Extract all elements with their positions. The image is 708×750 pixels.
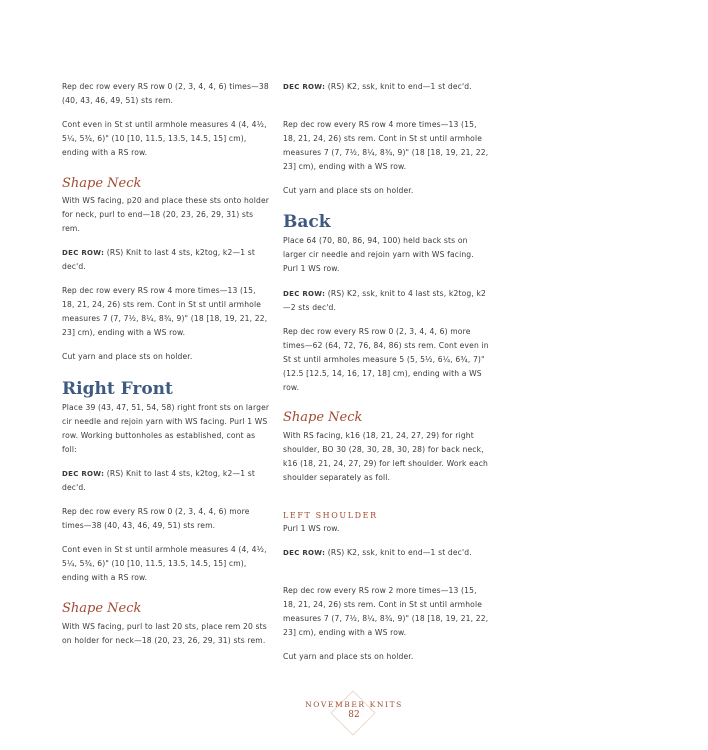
- paragraph: [283, 546, 489, 560]
- paragraph: [62, 118, 270, 160]
- body-text: Purl 1 WS row.: [283, 524, 340, 533]
- dec-row-label: DEC ROW:: [62, 249, 105, 257]
- paragraph: [62, 505, 270, 533]
- page-number: 82: [348, 710, 360, 720]
- paragraph: [283, 234, 489, 276]
- body-text: Rep dec row every RS row 4 more times—13 (15, 18, 21, 24, 26) sts rem. Cont in St st until armhole measures 7 (7, 7½, 8¼, 8¾, 9)" (18 [18, 19, 21, 22, 23] cm), ending with a WS row.: [283, 120, 489, 171]
- body-text: (RS) K2, ssk, knit to end—1 st dec'd.: [325, 82, 472, 91]
- subheading: Shape Neck: [62, 176, 142, 191]
- dec-row-label: DEC ROW:: [283, 290, 326, 298]
- body-text: Cut yarn and place sts on holder.: [283, 652, 414, 661]
- body-text: Place 39 (43, 47, 51, 54, 58) right front sts on larger cir needle and rejoin yarn with WS facing. Purl 1 WS row. Working buttonholes as established, cont as foll:: [62, 403, 270, 454]
- page-footer: [0, 686, 708, 736]
- section-heading-right-front: [62, 379, 270, 399]
- dec-row-instruction: [62, 467, 270, 495]
- dec-row-instruction: [283, 287, 489, 315]
- body-text: (RS) Knit to last 4 sts, k2tog, k2—1 st dec'd.: [62, 248, 255, 271]
- body-text: With WS facing, purl to last 20 sts, place rem 20 sts on holder for neck—18 (20, 23, 26, 29, 31) sts rem.: [62, 622, 267, 645]
- body-text: Cont even in St st until armhole measures 4 (4, 4½, 5¼, 5¾, 6)" (10 [10, 11.5, 13.5, 14.5, 15] cm), ending with a RS row.: [62, 545, 267, 582]
- subheading-shape-neck: [62, 176, 270, 192]
- section-heading: Right Front: [62, 379, 173, 399]
- caption-left-shoulder: [283, 510, 489, 522]
- paragraph: [62, 80, 270, 108]
- dec-row-instruction: [62, 246, 270, 274]
- body-text: (RS) K2, ssk, knit to 4 last sts, k2tog, k2—2 sts dec'd.: [283, 289, 486, 312]
- paragraph: [62, 467, 270, 495]
- paragraph: [283, 650, 489, 664]
- paragraph: [283, 287, 489, 315]
- paragraph: [283, 184, 489, 198]
- body-text: (RS) Knit to last 4 sts, k2tog, k2—1 st dec'd.: [62, 469, 255, 492]
- body-text: Rep dec row every RS row 4 more times—13 (15, 18, 21, 24, 26) sts rem. Cont in St st until armhole measures 7 (7, 7½, 8¼, 8¾, 9)" (18 [18, 19, 21, 22, 23] cm), ending with a WS row.: [62, 286, 268, 337]
- paragraph: [283, 584, 489, 640]
- body-text: Cut yarn and place sts on holder.: [283, 186, 414, 195]
- caption-heading: LEFT SHOULDER: [283, 511, 378, 520]
- paragraph: [62, 543, 270, 585]
- subheading: Shape Neck: [62, 601, 142, 616]
- body-text: Rep dec row every RS row 0 (2, 3, 4, 4, 6) more times—62 (64, 72, 76, 84, 86) sts rem. Cont even in St st until armholes measure 5 (5, 5½, 6¼, 6¾, 7)" (12.5 [12.5, 14, 16, 17, 18] cm), ending with a WS row.: [283, 327, 489, 392]
- footer-book-title: NOVEMBER KNITS: [305, 700, 403, 709]
- body-text: Rep dec row every RS row 2 more times—13 (15, 18, 21, 24, 26) sts rem. Cont in St st until armhole measures 7 (7, 7½, 8¼, 8¾, 9)" (18 [18, 19, 21, 22, 23] cm), ending with a WS row.: [283, 586, 489, 637]
- paragraph: [62, 246, 270, 274]
- paragraph: [283, 429, 489, 485]
- paragraph: [283, 522, 489, 536]
- body-text: Place 64 (70, 80, 86, 94, 100) held back sts on larger cir needle and rejoin yarn with WS facing. Purl 1 WS row.: [283, 236, 474, 273]
- dec-row-instruction: [283, 80, 489, 94]
- body-text: With RS facing, k16 (18, 21, 24, 27, 29) for right shoulder, BO 30 (28, 30, 28, 30, 28) for back neck, k16 (18, 21, 24, 27, 29) for left shoulder. Work each shoulder separately as foll.: [283, 431, 488, 482]
- section-heading: Back: [283, 212, 331, 232]
- section-heading-back: [283, 212, 489, 232]
- body-text: Cont even in St st until armhole measures 4 (4, 4½, 5¼, 5¾, 6)" (10 [10, 11.5, 13.5, 14.5, 15] cm), ending with a RS row.: [62, 120, 267, 157]
- paragraph: [62, 194, 270, 236]
- subheading-shape-neck: [62, 601, 270, 617]
- paragraph: [62, 401, 270, 457]
- subheading: Shape Neck: [283, 410, 363, 425]
- dec-row-instruction: [283, 546, 489, 560]
- body-text: With WS facing, p20 and place these sts onto holder for neck, purl to end—18 (20, 23, 26, 29, 31) sts rem.: [62, 196, 270, 233]
- body-text: (RS) K2, ssk, knit to end—1 st dec'd.: [325, 548, 472, 557]
- paragraph: [62, 350, 270, 364]
- body-text: Rep dec row every RS row 0 (2, 3, 4, 4, 6) times—38 (40, 43, 46, 49, 51) sts rem.: [62, 82, 269, 105]
- body-text: Rep dec row every RS row 0 (2, 3, 4, 4, 6) more times—38 (40, 43, 46, 49, 51) sts rem.: [62, 507, 250, 530]
- body-text: Cut yarn and place sts on holder.: [62, 352, 193, 361]
- paragraph: [62, 284, 270, 340]
- dec-row-label: DEC ROW:: [283, 83, 326, 91]
- dec-row-label: DEC ROW:: [283, 549, 326, 557]
- dec-row-label: DEC ROW:: [62, 470, 105, 478]
- paragraph: [62, 620, 270, 648]
- paragraph: [283, 118, 489, 174]
- paragraph: [283, 80, 489, 94]
- paragraph: [283, 325, 489, 395]
- subheading-shape-neck: [283, 410, 489, 426]
